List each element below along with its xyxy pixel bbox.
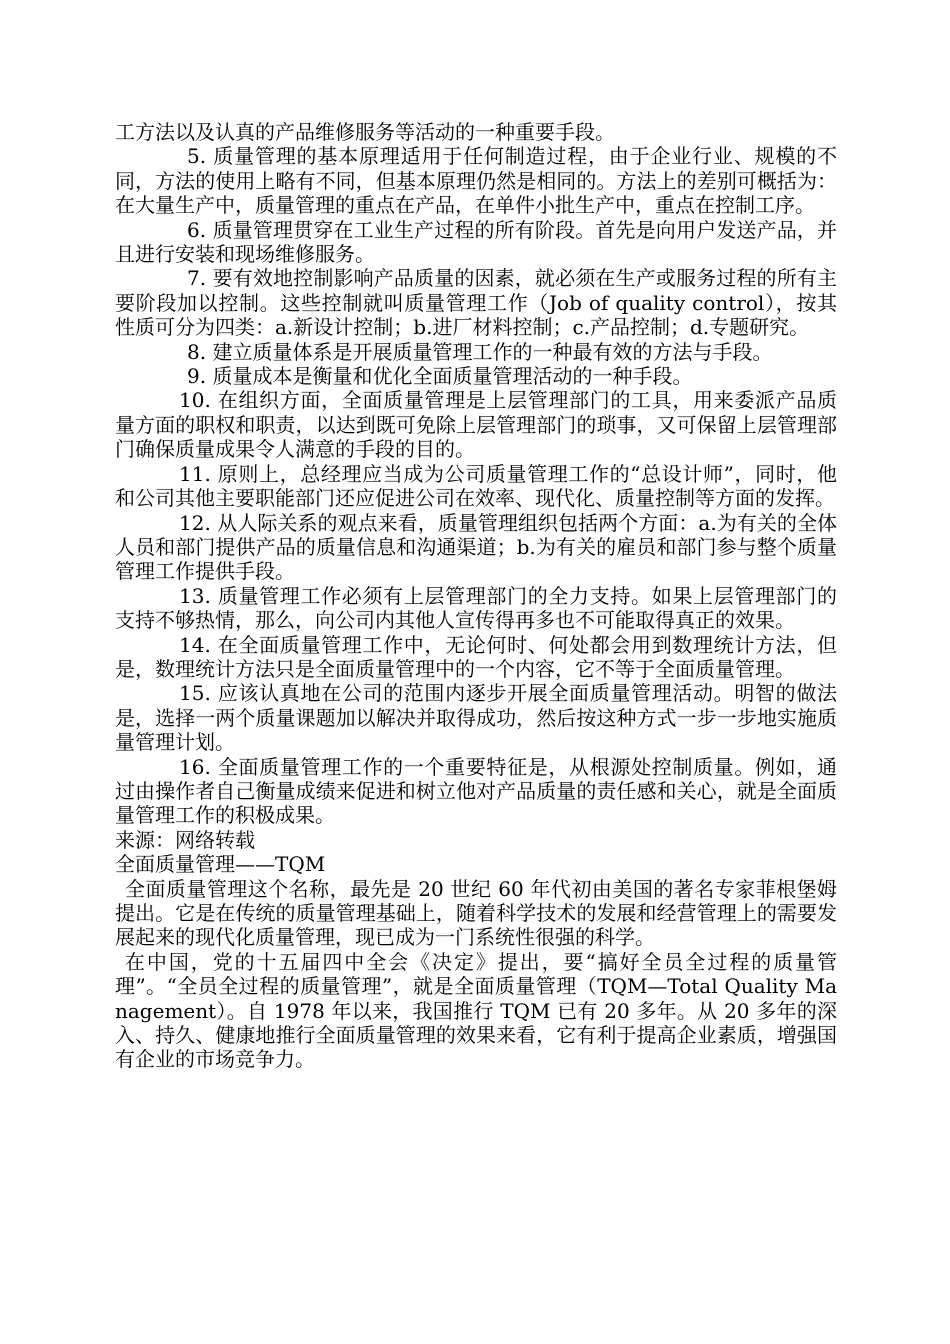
paragraph-item-11: 11. 原则上，总经理应当成为公司质量管理工作的“总设计师”，同时，他和公司其他主要职能部门还应促进公司在效率、现代化、质量控制等方面的发挥。 [115, 461, 837, 511]
paragraph-item-8: 8. 建立质量体系是开展质量管理工作的一种最有效的方法与手段。 [187, 339, 773, 364]
paragraph-continuation: 工方法以及认真的产品维修服务等活动的一种重要手段。 [115, 120, 615, 144]
paragraph-item-14: 14. 在全面质量管理工作中，无论何时、何处都会用到数理统计方法，但是，数理统计方法只是全面质量管理中的一个内容，它不等于全面质量管理。 [115, 632, 837, 681]
paragraph-item-5: 5. 质量管理的基本原理适用于任何制造过程，由于企业行业、规模的不同，方法的使用上略有不同，但基本原理仍然是相同的。方法上的差别可概括为：在大量生产中，质量管理的重点在产品，在单件小批生产中，重点在控制工序。 [115, 144, 837, 218]
intro-paragraph-1: 全面质量管理这个名称，最先是 20 世纪 60 年代初由美国的著名专家菲根堡姆提出。它是在传统的质量管理基础上，随着科学技术的发展和经营管理上的需要发展起来的现代化质量管理，现已成为一门系统性很强的科学。 [115, 876, 837, 950]
section-title: 全面质量管理——TQM [115, 852, 326, 877]
paragraph-item-6: 6. 质量管理贯穿在工业生产过程的所有阶段。首先是向用户发送产品，并且进行安装和现场维修服务。 [115, 217, 837, 267]
paragraph-item-16: 16. 全面质量管理工作的一个重要特征是，从根源处控制质量。例如，通过由操作者自己衡量成绩来促进和树立他对产品质量的责任感和关心，就是全面质量管理工作的积极成果。 [115, 754, 837, 828]
paragraph-item-12: 12. 从人际关系的观点来看，质量管理组织包括两个方面：a.为有关的全体人员和部门提供产品的质量信息和沟通渠道；b.为有关的雇员和部门参与整个质量管理工作提供手段。 [115, 510, 837, 584]
intro-paragraph-2: 在中国，党的十五届四中全会《决定》提出，要“搞好全员全过程的质量管理”。“全员全过程的质量管理”，就是全面质量管理（TQM—Total Quality Management）。自 1978 年以来，我国推行 TQM 已有 20 多年。从 20 多年的深入、持久、健康地推行全面质量管理的效果来看，它有利于提高企业素质，增强国有企业的市场竞争力。 [115, 949, 837, 1072]
paragraph-item-13: 13. 质量管理工作必须有上层管理部门的全力支持。如果上层管理部门的支持不够热情，那么，向公司内其他人宣传得再多也不可能取得真正的效果。 [115, 583, 837, 633]
paragraph-item-10: 10. 在组织方面，全面质量管理是上层管理部门的工具，用来委派产品质量方面的职权和职责，以达到既可免除上层管理部门的琐事，又可保留上层管理部门确保质量成果令人满意的手段的目的。 [115, 388, 837, 462]
document-page [115, 120, 837, 1072]
paragraph-item-15: 15. 应该认真地在公司的范围内逐步开展全面质量管理活动。明智的做法是，选择一两个质量课题加以解决并取得成功，然后按这种方式一步一步地实施质量管理计划。 [115, 681, 837, 755]
paragraph-item-9: 9. 质量成本是衡量和优化全面质量管理活动的一种手段。 [187, 364, 693, 389]
source-line: 来源：网络转载 [115, 827, 255, 852]
paragraph-item-7: 7. 要有效地控制影响产品质量的因素，就必须在生产或服务过程的所有主要阶段加以控制。这些控制就叫质量管理工作（Job of quality control），按其性质可分为四类：a.新设计控制；b.进厂材料控制；c.产品控制；d.专题研究。 [115, 266, 837, 340]
